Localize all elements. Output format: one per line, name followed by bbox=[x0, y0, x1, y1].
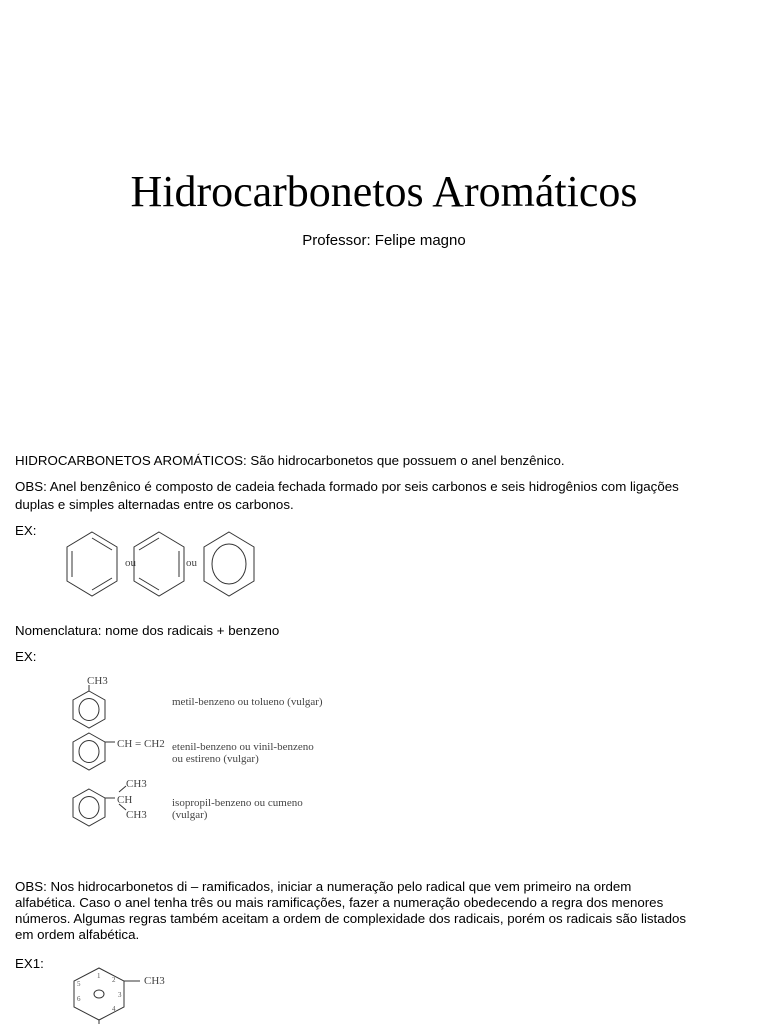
cumene-name-line2: (vulgar) bbox=[172, 809, 208, 821]
cumene-structure bbox=[69, 786, 139, 830]
toluene-name: metil-benzeno ou tolueno (vulgar) bbox=[172, 696, 323, 708]
cumene-substituent-mid: CH bbox=[117, 794, 133, 806]
ring-separator-1: ou bbox=[125, 557, 136, 569]
ex1-substituent: CH3 bbox=[144, 975, 165, 987]
benzene-kekule-1 bbox=[63, 530, 121, 600]
obs-line-2: duplas e simples alternadas entre os carbonos. bbox=[15, 497, 294, 512]
example-label-1: EX: bbox=[15, 523, 37, 538]
page-title: Hidrocarbonetos Aromáticos bbox=[130, 167, 638, 216]
toluene-structure bbox=[69, 685, 109, 731]
cumene-substituent-top: CH3 bbox=[126, 778, 147, 790]
cumene-substituent-bot: CH3 bbox=[126, 809, 147, 821]
example-label-2: EX: bbox=[15, 649, 37, 664]
benzene-circle bbox=[200, 530, 258, 600]
toluene-substituent: CH3 bbox=[87, 675, 108, 687]
obs2-line-2: alfabética. Caso o anel tenha três ou mais ramificações, fazer a numeração obedecendo a regra dos menores bbox=[15, 895, 664, 910]
ring-number-3: 3 bbox=[118, 991, 122, 999]
styrene-substituent: CH = CH2 bbox=[117, 738, 165, 750]
styrene-name-line2: ou estireno (vulgar) bbox=[172, 753, 259, 765]
cumene-name-line1: isopropil-benzeno ou cumeno bbox=[172, 797, 303, 809]
ring-number-2: 2 bbox=[112, 976, 116, 984]
ring-number-5: 5 bbox=[77, 980, 81, 988]
obs2-line-4: em ordem alfabética. bbox=[15, 927, 140, 942]
definition-text: HIDROCARBONETOS AROMÁTICOS: São hidrocarbonetos que possuem o anel benzênico. bbox=[15, 453, 565, 468]
ring-number-1: 1 bbox=[97, 972, 101, 980]
obs-line-1: OBS: Anel benzênico é composto de cadeia fechada formado por seis carbonos e seis hidrogênios com ligações bbox=[15, 479, 679, 494]
example-label-3: EX1: bbox=[15, 956, 44, 971]
ring-number-6: 6 bbox=[77, 995, 81, 1003]
styrene-structure bbox=[69, 731, 117, 773]
subtitle: Professor: Felipe magno bbox=[302, 232, 466, 249]
ring-separator-2: ou bbox=[186, 557, 197, 569]
nomenclature-text: Nomenclatura: nome dos radicais + benzeno bbox=[15, 623, 280, 638]
benzene-kekule-2 bbox=[130, 530, 188, 600]
styrene-name-line1: etenil-benzeno ou vinil-benzeno bbox=[172, 741, 314, 753]
obs2-line-3: números. Algumas regras também aceitam a ordem de complexidade dos radicais, porém os radicais são listados bbox=[15, 911, 687, 926]
ring-number-4: 4 bbox=[112, 1005, 116, 1013]
obs2-line-1: OBS: Nos hidrocarbonetos di – ramificados, iniciar a numeração pelo radical que vem primeiro na ordem bbox=[15, 879, 632, 894]
